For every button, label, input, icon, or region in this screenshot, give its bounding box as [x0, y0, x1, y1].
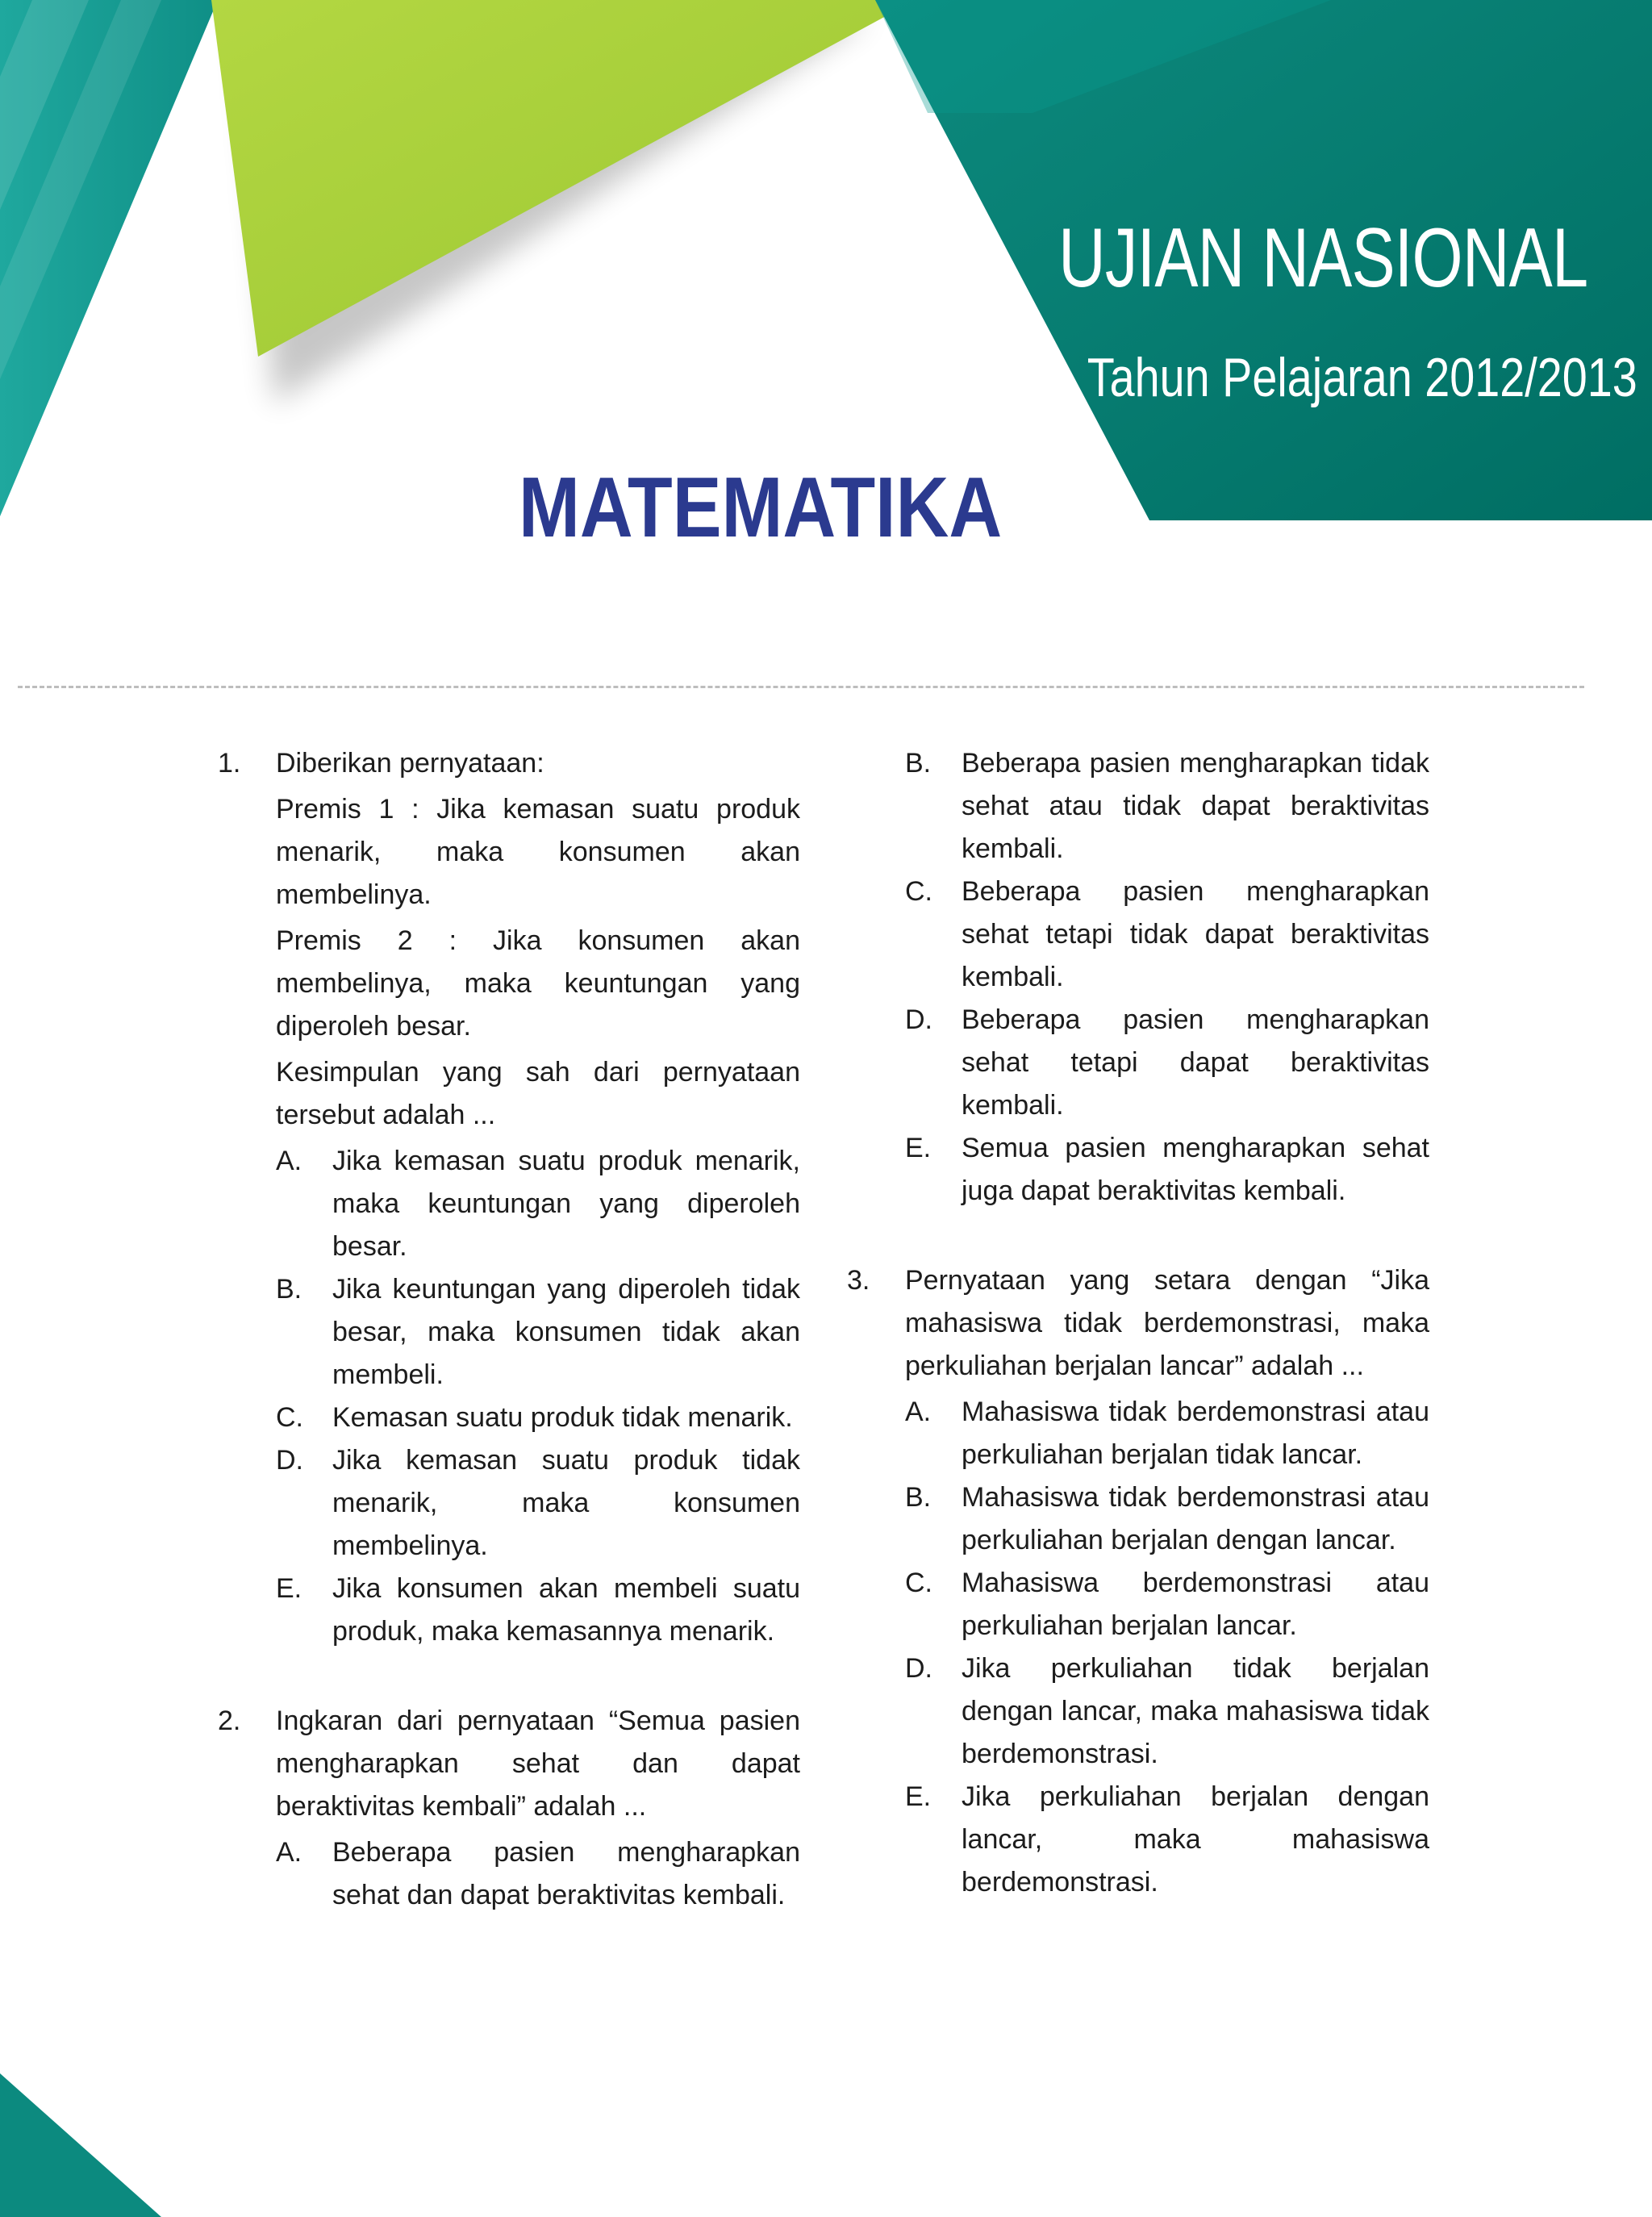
option-text: Jika perkuliahan berjalan dengan lancar, maka mahasiswa berdemonstrasi. [962, 1781, 1429, 1898]
answer-option-b[interactable] [905, 1476, 1429, 1562]
question-number: 3. [847, 1265, 870, 1296]
academic-year-subtitle: Tahun Pelajaran 2012/2013 [1087, 347, 1637, 408]
answer-option-d[interactable] [905, 999, 1429, 1127]
answer-option-d[interactable] [905, 1647, 1429, 1776]
option-label: E. [276, 1573, 302, 1604]
answer-options [905, 742, 1429, 1213]
answer-option-c[interactable] [905, 1562, 1429, 1647]
question-3 [847, 1259, 1429, 1904]
answer-options [276, 1140, 800, 1653]
question-number: 2. [218, 1706, 241, 1736]
answer-option-c[interactable] [905, 871, 1429, 999]
option-label: D. [276, 1445, 303, 1476]
option-text: Jika kemasan suatu produk menarik, maka keuntungan yang diperoleh besar. [332, 1146, 800, 1262]
answer-option-a[interactable] [276, 1140, 800, 1268]
option-label: C. [276, 1402, 303, 1433]
question-body [905, 742, 1429, 1213]
lime-triangle-shape [211, 0, 916, 357]
option-text: Beberapa pasien mengharapkan sehat tetapi dapat beraktivitas kembali. [962, 1004, 1429, 1121]
dashed-divider [18, 686, 1584, 688]
question-number: 1. [218, 748, 241, 779]
option-label: D. [905, 1004, 932, 1035]
option-label: C. [905, 1568, 932, 1598]
question-1 [218, 742, 800, 1653]
question-prompt: Kesimpulan yang sah dari pernyataan tersebut adalah ... [276, 1057, 800, 1130]
option-label: E. [905, 1133, 932, 1163]
option-label: B. [905, 1482, 932, 1513]
question-body [905, 1259, 1429, 1904]
exam-title: UJIAN NASIONAL [1058, 211, 1587, 305]
option-text: Mahasiswa tidak berdemonstrasi atau perkuliahan berjalan tidak lancar. [962, 1397, 1429, 1470]
option-label: A. [276, 1146, 302, 1176]
answer-option-d[interactable] [276, 1439, 800, 1568]
option-text: Jika perkuliahan tidak berjalan dengan lancar, maka mahasiswa tidak berdemonstrasi. [962, 1653, 1429, 1769]
question-2 [218, 1700, 800, 1917]
option-text: Beberapa pasien mengharapkan sehat dan dapat beraktivitas kembali. [332, 1837, 800, 1910]
option-label: D. [905, 1653, 932, 1684]
option-text: Semua pasien mengharapkan sehat juga dapat beraktivitas kembali. [962, 1133, 1429, 1206]
question-stem: Ingkaran dari pernyataan “Semua pasien mengharapkan sehat dan dapat beraktivitas kembali” adalah ... [276, 1706, 800, 1822]
answer-option-c[interactable] [276, 1397, 800, 1439]
option-text: Mahasiswa tidak berdemonstrasi atau perkuliahan berjalan dengan lancar. [962, 1482, 1429, 1555]
premise-2: Premis 2 : Jika konsumen akan membelinya, maka keuntungan yang diperoleh besar. [276, 925, 800, 1042]
premise-1: Premis 1 : Jika kemasan suatu produk menarik, maka konsumen akan membelinya. [276, 794, 800, 910]
question-body [276, 1700, 800, 1917]
option-text: Beberapa pasien mengharapkan tidak sehat atau tidak dapat beraktivitas kembali. [962, 748, 1429, 864]
option-text: Beberapa pasien mengharapkan sehat tetapi tidak dapat beraktivitas kembali. [962, 876, 1429, 992]
option-text: Kemasan suatu produk tidak menarik. [332, 1402, 793, 1433]
option-label: C. [905, 876, 932, 907]
question-body [276, 742, 800, 1653]
option-label: A. [276, 1837, 302, 1868]
option-text: Jika keuntungan yang diperoleh tidak besar, maka konsumen tidak akan membeli. [332, 1274, 800, 1390]
answer-option-e[interactable] [905, 1776, 1429, 1904]
option-label: B. [905, 748, 932, 779]
option-label: B. [276, 1274, 302, 1305]
option-label: E. [905, 1781, 932, 1812]
answer-options [905, 1391, 1429, 1904]
option-label: A. [905, 1397, 932, 1427]
answer-option-b[interactable] [905, 742, 1429, 871]
option-text: Jika kemasan suatu produk tidak menarik, maka konsumen membelinya. [332, 1445, 800, 1561]
left-column [218, 742, 800, 1964]
option-text: Mahasiswa berdemonstrasi atau perkuliahan berjalan lancar. [962, 1568, 1429, 1641]
answer-option-a[interactable] [276, 1831, 800, 1917]
answer-option-b[interactable] [276, 1268, 800, 1397]
question-stem: Diberikan pernyataan: [276, 748, 544, 779]
bottom-left-teal-corner-shape [0, 2073, 161, 2217]
answer-option-e[interactable] [905, 1127, 1429, 1213]
question-2-continued [847, 742, 1429, 1213]
option-text: Jika konsumen akan membeli suatu produk, maka kemasannya menarik. [332, 1573, 800, 1647]
answer-option-e[interactable] [276, 1568, 800, 1653]
subject-title: MATEMATIKA [519, 460, 1003, 555]
right-column [847, 742, 1429, 1951]
question-stem: Pernyataan yang setara dengan “Jika mahasiswa tidak berdemonstrasi, maka perkuliahan berjalan lancar” adalah ... [905, 1265, 1429, 1381]
answer-option-a[interactable] [905, 1391, 1429, 1476]
answer-options [276, 1831, 800, 1917]
